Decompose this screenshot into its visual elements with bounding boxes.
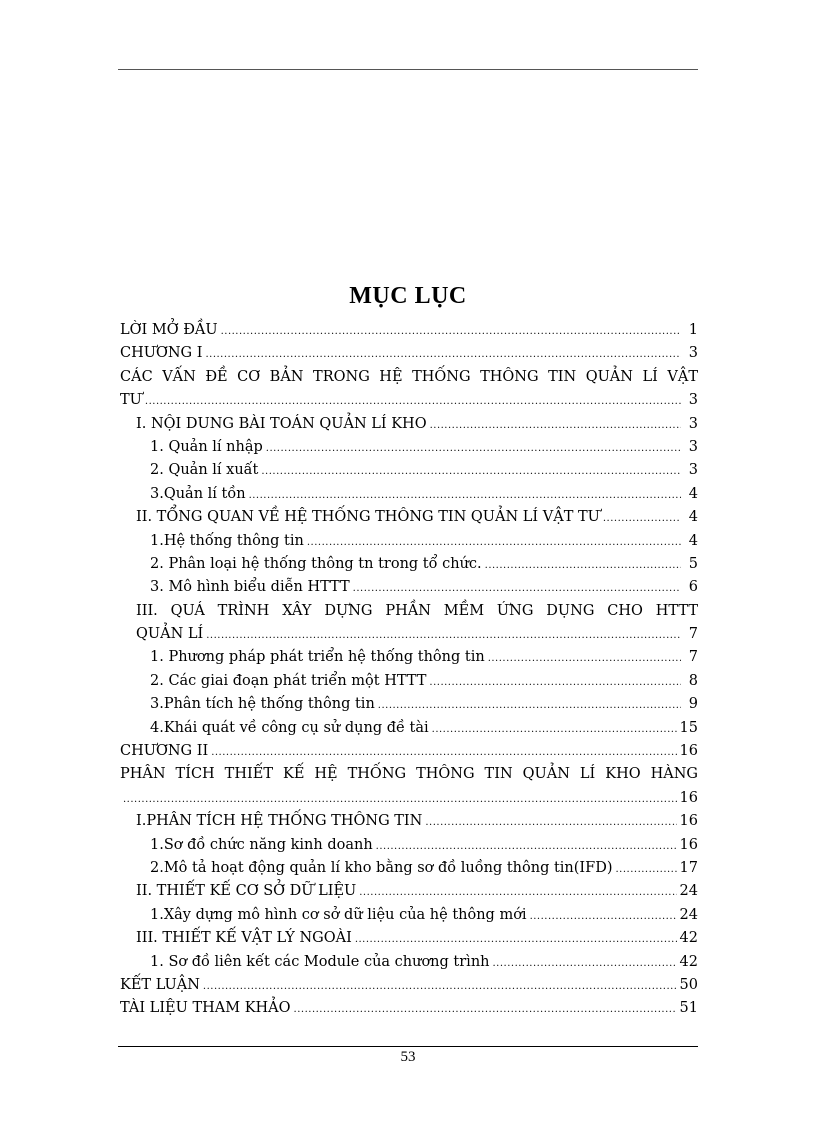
toc-entry-page: 4 [688,485,698,502]
toc-entry [120,649,698,672]
toc-entry-page: 15 [679,719,698,736]
toc-entry-label: 1.Sơ đồ chức năng kinh doanh [150,836,373,853]
toc-entry [120,743,698,766]
toc-entry-label: 1. Phương pháp phát triển hệ thống thông tin [150,649,485,666]
toc-entry-label: PHÂN TÍCH THIẾT KẾ HỆ THỐNG THÔNG TIN QUẢN LÍ KHO HÀNG [120,766,698,783]
toc-entry-page: 51 [679,1000,698,1017]
toc-entry [120,907,698,930]
toc-entry-label: III. QUÁ TRÌNH XÂY DỰNG PHẦN MỀM ỨNG DỤNG CHO HTTT [136,602,698,619]
toc-entry [120,954,698,977]
toc-entry [120,439,698,462]
toc-entry [120,1000,698,1023]
toc-leader-dots [221,326,681,337]
toc-leader-dots [616,864,677,875]
toc-leader-dots [425,817,676,828]
toc-entry [120,626,698,649]
toc-entry-page: 4 [688,532,698,549]
toc-entry-page: 50 [679,976,698,993]
toc-leader-dots [359,887,676,898]
toc-entry-page: 3 [688,462,698,479]
toc-leader-dots [429,677,681,688]
toc-entry-page: 3 [688,438,698,455]
toc-entry-page: 7 [688,626,698,643]
toc-entry-page: 42 [679,953,698,970]
toc-entry-label: 1.Xây dựng mô hình cơ sở dữ liệu của hệ thông mới [150,906,527,923]
toc-entry-label: 3.Quản lí tồn [150,485,246,502]
toc-entry-page: 16 [679,743,698,760]
toc-entry-page: 3 [688,345,698,362]
toc-entry-page: 5 [688,555,698,572]
toc-entry-label: QUẢN LÍ [136,626,204,643]
toc-entry [120,696,698,719]
toc-entry [120,603,698,626]
toc-entry [120,416,698,439]
toc-leader-dots [493,958,677,969]
toc-entry-label: 1.Hệ thống thông tin [150,532,304,549]
toc-entry-page: 24 [679,906,698,923]
footer-rule [118,1046,698,1047]
toc-entry-page: 42 [679,930,698,947]
toc-entry [120,790,698,813]
toc-entry [120,392,698,415]
toc-entry [120,673,698,696]
toc-leader-dots [205,349,681,360]
toc-leader-dots [430,420,681,431]
toc-entry-label: 3.Phân tích hệ thống thông tin [150,696,375,713]
toc-entry [120,860,698,883]
toc-leader-dots [211,747,676,758]
header-rule [118,69,698,70]
toc-leader-dots [378,700,681,711]
toc-title: MỤC LỤC [349,283,467,309]
table-of-contents [120,322,698,1024]
page-number: 53 [400,1049,416,1065]
toc-entry-label: 1. Sơ đồ liên kết các Module của chương trình [150,953,490,970]
toc-leader-dots [261,466,681,477]
toc-leader-dots [145,396,681,407]
toc-entry-label: 2. Quản lí xuất [150,462,259,479]
toc-entry [120,509,698,532]
toc-entry-label: 4.Khái quát về công cụ sử dụng đề tài [150,719,429,736]
toc-entry-label: CÁC VẤN ĐỀ CƠ BẢN TRONG HỆ THỐNG THÔNG TIN QUẢN LÍ VẬT [120,368,698,385]
toc-entry-label: TÀI LIỆU THAM KHẢO [120,1000,291,1017]
toc-entry-label: III. THIẾT KẾ VẬT LÝ NGOÀI [136,930,352,947]
toc-entry [120,579,698,602]
toc-leader-dots [249,490,681,501]
toc-entry [120,322,698,345]
toc-entry [120,837,698,860]
toc-entry-label: 2. Phân loại hệ thống thông tn trong tổ chức. [150,555,482,572]
toc-leader-dots [355,934,677,945]
toc-entry [120,766,698,789]
toc-entry-page: 9 [688,696,698,713]
toc-entry-page: 8 [688,672,698,689]
toc-leader-dots [123,794,677,805]
toc-entry [120,533,698,556]
toc-entry-page: 1 [688,322,698,338]
toc-entry-label: II. THIẾT KẾ CƠ SỞ DỮ LIỆU [136,883,357,900]
toc-entry-label: 3. Mô hình biểu diễn HTTT [150,579,350,596]
toc-entry-page: 7 [688,649,698,666]
toc-entry [120,345,698,368]
toc-entry-page: 24 [679,883,698,900]
toc-entry [120,977,698,1000]
toc-leader-dots [203,981,677,992]
toc-entry [120,369,698,392]
toc-entry-label: CHƯƠNG I [120,345,203,362]
toc-entry-page: 4 [688,509,698,526]
toc-entry-label: CHƯƠNG II [120,743,209,760]
toc-leader-dots [266,443,681,454]
toc-entry-page: 6 [688,579,698,596]
toc-leader-dots [485,560,681,571]
toc-leader-dots [307,537,681,548]
toc-entry [120,462,698,485]
toc-entry [120,486,698,509]
toc-entry-label: II. TỔNG QUAN VỀ HỆ THỐNG THÔNG TIN QUẢN LÍ VẬT TƯ [136,509,600,526]
toc-entry-label: I.PHÂN TÍCH HỆ THỐNG THÔNG TIN [136,813,423,830]
toc-leader-dots [603,513,681,524]
toc-leader-dots [353,583,681,594]
toc-entry-label: TƯ [120,392,142,409]
toc-leader-dots [432,724,677,735]
toc-entry [120,556,698,579]
toc-entry [120,883,698,906]
toc-entry-label: 1. Quản lí nhập [150,438,263,455]
toc-entry-label: I. NỘI DUNG BÀI TOÁN QUẢN LÍ KHO [136,415,427,432]
toc-entry-page: 3 [688,415,698,432]
toc-entry-page: 17 [679,859,698,876]
toc-leader-dots [376,841,677,852]
toc-entry [120,813,698,836]
toc-entry-label: 2.Mô tả hoạt động quản lí kho bằng sơ đồ luồng thông tin(IFD) [150,859,613,876]
toc-entry-page: 16 [679,836,698,853]
toc-entry-label: LỜI MỞ ĐẦU [120,322,218,338]
toc-leader-dots [294,1004,677,1015]
toc-leader-dots [206,630,681,641]
toc-entry [120,930,698,953]
toc-entry-label: 2. Các giai đoạn phát triển một HTTT [150,672,427,689]
toc-entry-page: 3 [688,392,698,409]
toc-entry-page: 16 [679,813,698,830]
toc-leader-dots [488,653,681,664]
toc-entry [120,720,698,743]
toc-leader-dots [530,911,677,922]
toc-entry-page: 16 [679,789,698,806]
toc-entry-label: KẾT LUẬN [120,976,200,993]
